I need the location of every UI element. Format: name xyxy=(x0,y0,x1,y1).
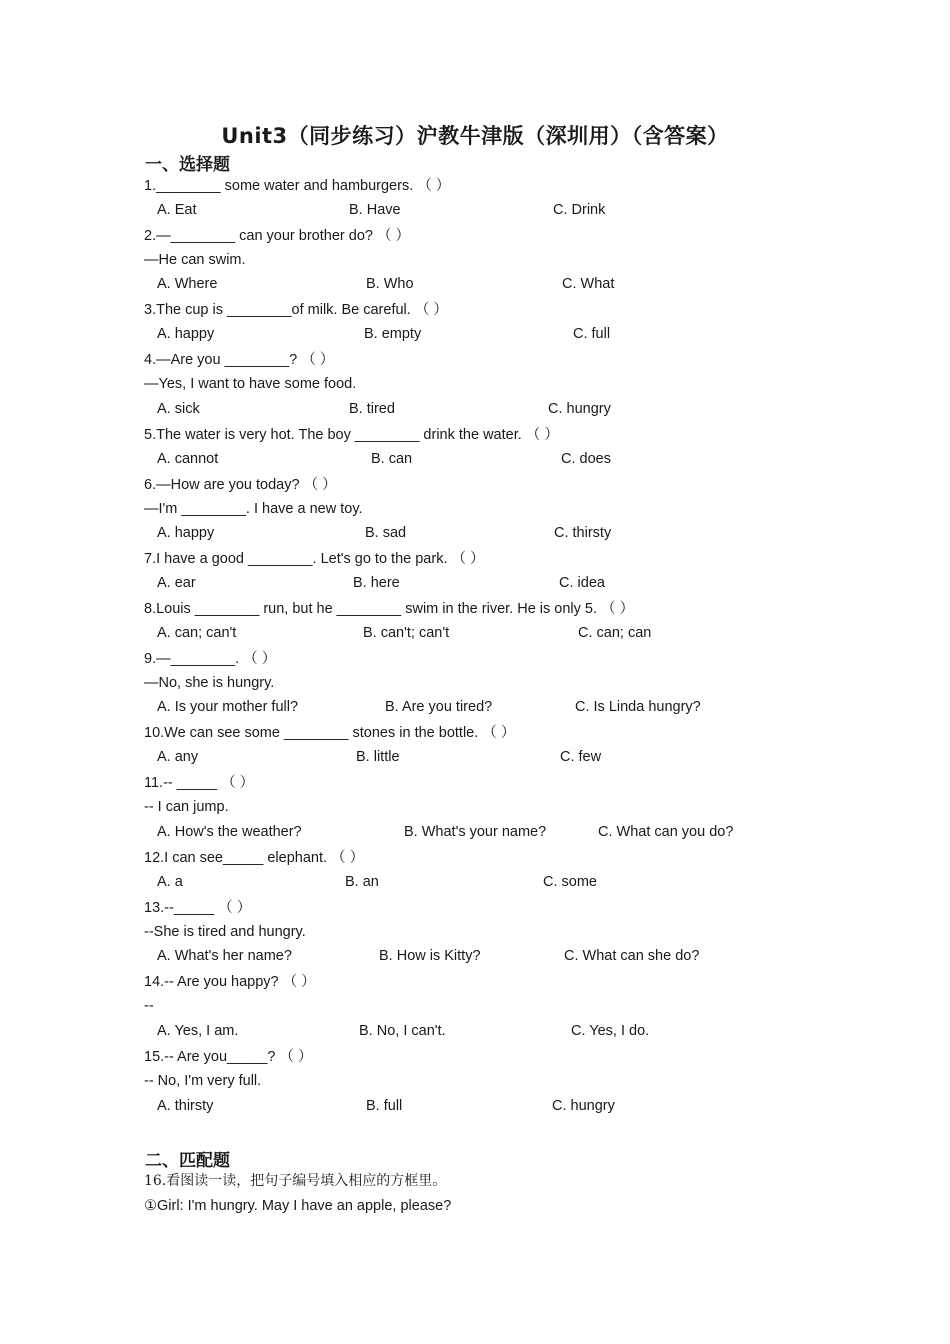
question-2-reply: —He can swim. xyxy=(144,252,246,268)
question-15-reply: -- No, I'm very full. xyxy=(144,1073,262,1089)
question-13-option-c: C. What can she do? xyxy=(564,948,700,964)
question-16-stem: 16.看图读一读，把句子编号填入相应的方框里。 xyxy=(144,1173,447,1189)
question-9-option-c: C. Is Linda hungry? xyxy=(575,699,701,715)
question-3-option-c: C. full xyxy=(573,326,611,342)
question-1-option-c: C. Drink xyxy=(553,202,606,218)
question-11-reply: -- I can jump. xyxy=(144,799,229,815)
question-14-stem: 14.-- Are you happy? （ ） xyxy=(144,974,316,990)
question-10-option-b: B. little xyxy=(356,749,400,765)
question-7-option-a: A. ear xyxy=(157,575,196,591)
question-12-option-c: C. some xyxy=(543,874,597,890)
question-1-option-a: A. Eat xyxy=(157,202,197,218)
question-1-option-b: B. Have xyxy=(349,202,401,218)
section-heading-multiple-choice: 一、选择题 xyxy=(145,155,230,175)
question-5-stem: 5.The water is very hot. The boy ________ drink the water. （ ） xyxy=(144,427,559,443)
question-14-option-b: B. No, I can't. xyxy=(359,1023,446,1039)
question-10-stem: 10.We can see some ________ stones in the bottle. （ ） xyxy=(144,725,516,741)
question-11-stem: 11.-- _____ （ ） xyxy=(144,775,255,791)
question-7-option-c: C. idea xyxy=(559,575,605,591)
question-9-reply: —No, she is hungry. xyxy=(144,675,275,691)
question-4-option-c: C. hungry xyxy=(548,401,611,417)
question-8-option-a: A. can; can't xyxy=(157,625,237,641)
question-13-option-a: A. What's her name? xyxy=(157,948,292,964)
question-3-option-b: B. empty xyxy=(364,326,422,342)
question-15-option-a: A. thirsty xyxy=(157,1098,214,1114)
question-9-option-a: A. Is your mother full? xyxy=(157,699,299,715)
question-14-option-a: A. Yes, I am. xyxy=(157,1023,239,1039)
question-5-option-b: B. can xyxy=(371,451,413,467)
question-4-option-a: A. sick xyxy=(157,401,200,417)
question-15-stem: 15.-- Are you_____? （ ） xyxy=(144,1049,313,1065)
question-8-option-c: C. can; can xyxy=(578,625,652,641)
question-3-option-a: A. happy xyxy=(157,326,215,342)
question-14-reply: -- xyxy=(144,998,154,1014)
question-6-stem: 6.—How are you today? （ ） xyxy=(144,477,337,493)
question-12-option-b: B. an xyxy=(345,874,379,890)
question-16-line-1: ①Girl: I'm hungry. May I have an apple, please? xyxy=(144,1198,452,1214)
question-3-stem: 3.The cup is ________of milk. Be careful. （ ） xyxy=(144,302,448,318)
question-15-option-c: C. hungry xyxy=(552,1098,615,1114)
question-4-stem: 4.—Are you ________? （ ） xyxy=(144,352,335,368)
question-10-option-a: A. any xyxy=(157,749,199,765)
question-11-option-c: C. What can you do? xyxy=(598,824,734,840)
question-5-option-a: A. cannot xyxy=(157,451,219,467)
question-4-option-b: B. tired xyxy=(349,401,395,417)
question-13-stem: 13.--_____ （ ） xyxy=(144,900,252,916)
question-15-option-b: B. full xyxy=(366,1098,403,1114)
section-heading-matching: 二、匹配题 xyxy=(145,1151,230,1171)
question-2-stem: 2.—________ can your brother do? （ ） xyxy=(144,228,410,244)
question-8-stem: 8.Louis ________ run, but he ________ swim in the river. He is only 5. （ ） xyxy=(144,601,635,617)
question-7-stem: 7.I have a good ________. Let's go to the park. （ ） xyxy=(144,551,485,567)
question-12-stem: 12.I can see_____ elephant. （ ） xyxy=(144,850,365,866)
question-2-option-b: B. Who xyxy=(366,276,414,292)
question-6-option-b: B. sad xyxy=(365,525,407,541)
question-2-option-c: C. What xyxy=(562,276,615,292)
question-13-option-b: B. How is Kitty? xyxy=(379,948,481,964)
question-14-option-c: C. Yes, I do. xyxy=(571,1023,650,1039)
question-11-option-a: A. How's the weather? xyxy=(157,824,302,840)
question-6-option-c: C. thirsty xyxy=(554,525,612,541)
question-1-stem: 1.________ some water and hamburgers. （ ） xyxy=(144,178,451,194)
question-4-reply: —Yes, I want to have some food. xyxy=(144,376,357,392)
question-2-option-a: A. Where xyxy=(157,276,218,292)
question-5-option-c: C. does xyxy=(561,451,611,467)
question-12-option-a: A. a xyxy=(157,874,183,890)
question-8-option-b: B. can't; can't xyxy=(363,625,450,641)
question-7-option-b: B. here xyxy=(353,575,400,591)
question-6-option-a: A. happy xyxy=(157,525,215,541)
question-10-option-c: C. few xyxy=(560,749,602,765)
document-title: Unit3（同步练习）沪教牛津版（深圳用）（含答案） xyxy=(221,124,729,148)
question-11-option-b: B. What's your name? xyxy=(404,824,547,840)
question-6-reply: —I'm ________. I have a new toy. xyxy=(144,501,363,517)
question-9-stem: 9.—________. （ ） xyxy=(144,651,277,667)
question-9-option-b: B. Are you tired? xyxy=(385,699,493,715)
question-13-reply: --She is tired and hungry. xyxy=(144,924,306,940)
